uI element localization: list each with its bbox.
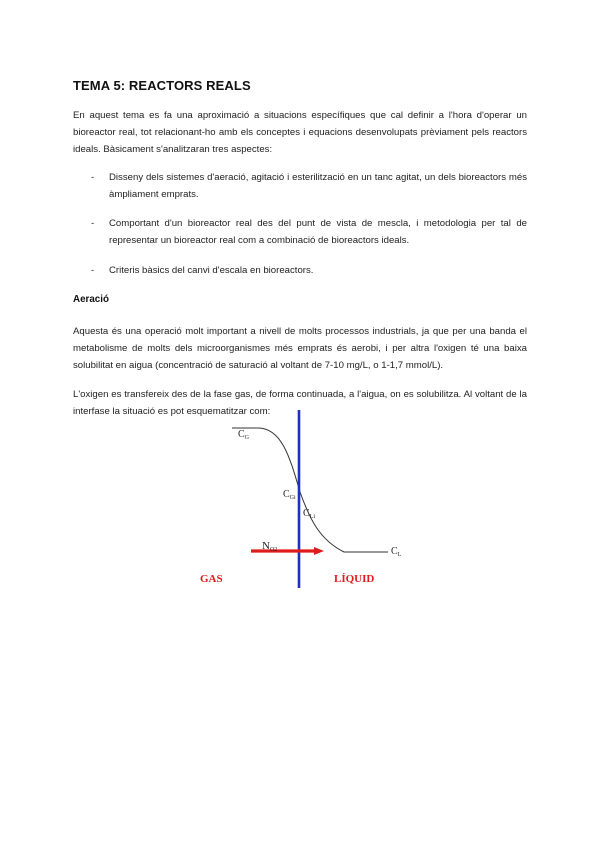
label-gas: GAS (200, 573, 223, 585)
oxigen-paragraph: L'oxigen es transfereix des de la fase gas, de forma continuada, a l'aigua, on es solubilitza. Al voltant de la interfase la situació es pot esquematitzar com: (73, 389, 527, 417)
intro-paragraph: En aquest tema es fa una aproximació a situacions específiques que cal definir a l'hora d'operar un bioreactor real, tot relacionant-ho amb els conceptes i equacions desenvolupats prèviament pels reactors ideals. Bàsicament s'analitzaran tres aspectes: (73, 110, 527, 155)
label-flux: NO2 (262, 540, 278, 553)
label-liquid: LÍQUID (334, 573, 375, 585)
label-cli: $C_{Li}$ (303, 508, 316, 520)
section-heading-aeracio: Aeració (73, 294, 109, 305)
bullet-dash: - (91, 265, 95, 276)
bullet-text: Comportant d'un bioreactor real des del punt de vista de mescla, i metodologia per tal de representar un bioreactor real com a combinació de bioreactors ideals. (109, 218, 527, 246)
label-cl: $C_L$ (391, 546, 402, 558)
label-cgi: $C_{Gi}$ (283, 489, 296, 501)
bullet-dash: - (91, 172, 95, 183)
page-title: TEMA 5: REACTORS REALS (73, 78, 251, 93)
label-cg: $C_G$ (238, 429, 250, 441)
concentration-profile-curve (232, 428, 388, 552)
bullet-text: Disseny dels sistemes d'aeració, agitació i esterilització en un tanc agitat, un dels bioreactors més àmpliament emprats. (109, 172, 527, 200)
bullet-text: Criteris bàsics del canvi d'escala en bioreactors. (109, 265, 314, 276)
aeracio-paragraph: Aquesta és una operació molt important a nivell de molts processos industrials, ja que per una banda el metabolisme de molts dels microorganismes més emprats és aerobi, i per altra l'oxigen té una baixa solubilitat en aigua (concentració de saturació al voltant de 7-10 mg/L, o 1-1,7 mmol/L). (73, 326, 527, 371)
bullet-dash: - (91, 218, 95, 229)
